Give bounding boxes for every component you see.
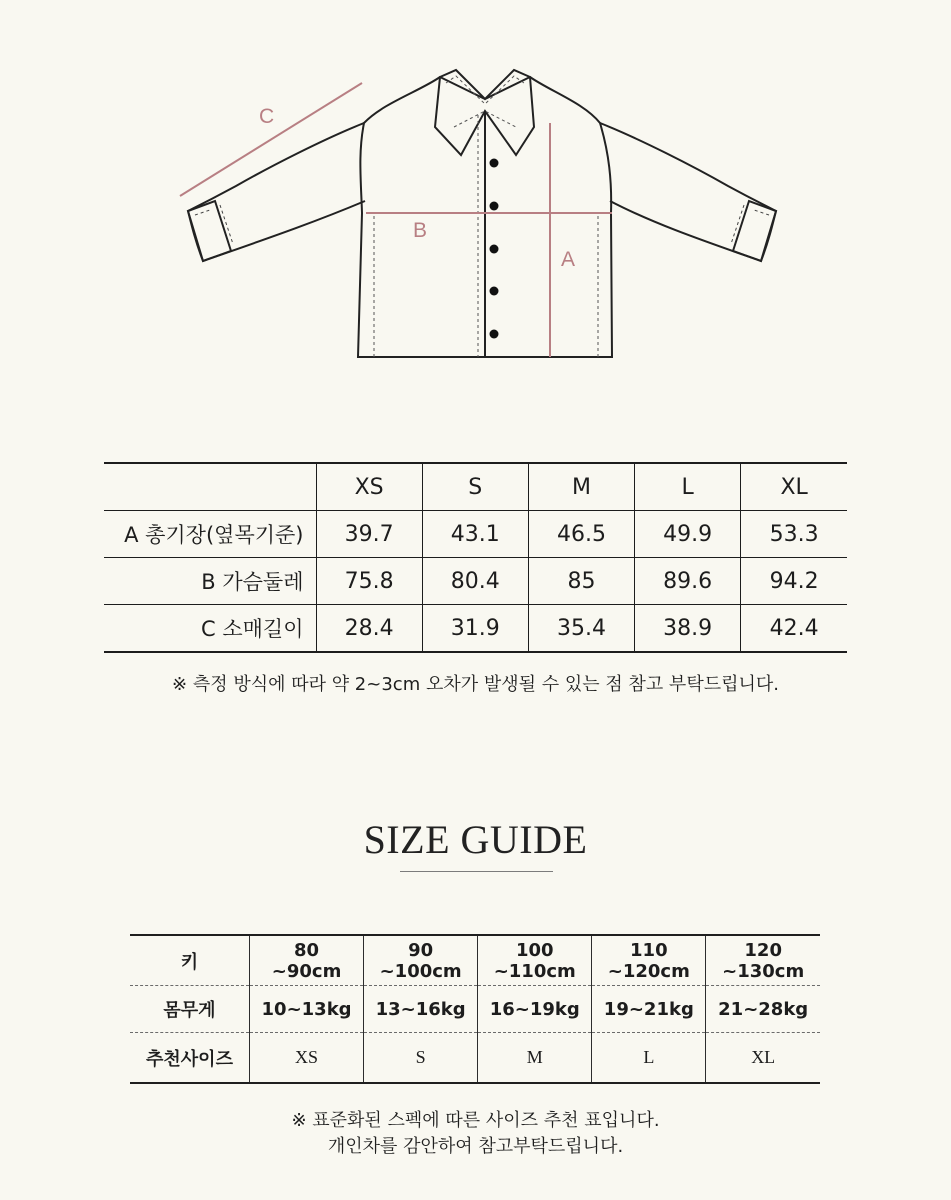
- size-guide-note-line-2: 개인차를 감안하여 참고부탁드립니다.: [327, 1136, 624, 1157]
- measurement-note: ※ 측정 방식에 따라 약 2~3cm 오차가 발생될 수 있는 점 참고 부탁드립니다.: [172, 674, 779, 695]
- measure-c-label: C: [259, 105, 275, 128]
- size-guide-recommended-cell: XL: [706, 1033, 820, 1084]
- measurement-cell: 42.4: [741, 605, 847, 653]
- measurement-cell: 35.4: [528, 605, 634, 653]
- size-guide-height-cell: [478, 935, 592, 986]
- measurement-cell: 85: [528, 558, 634, 605]
- button-2-icon: [490, 202, 499, 211]
- size-guide-weight-row: [130, 986, 820, 1033]
- button-1-icon: [490, 159, 499, 168]
- size-header-xs: XS: [316, 463, 422, 511]
- measurement-cell: 75.8: [316, 558, 422, 605]
- left-cuff-outline: [188, 201, 231, 261]
- left-sleeve-outline: [188, 123, 365, 261]
- size-guide-recommended-label: 추천사이즈: [130, 1033, 250, 1084]
- size-guide-height-cell: [250, 935, 364, 986]
- height-bottom-text: ~120cm: [607, 960, 690, 982]
- size-guide-table: [130, 934, 820, 1084]
- measurement-cell: 89.6: [635, 558, 741, 605]
- size-guide-weight-cell: 10~13kg: [250, 986, 364, 1033]
- measurement-cell: 38.9: [635, 605, 741, 653]
- size-guide-recommended-cell: XS: [250, 1033, 364, 1084]
- height-bottom-text: ~100cm: [379, 960, 462, 982]
- size-guide-note-line-1: ※ 표준화된 스펙에 따른 사이즈 추천 표입니다.: [291, 1110, 660, 1131]
- size-header-xl: XL: [741, 463, 847, 511]
- measurement-cell: 46.5: [528, 511, 634, 558]
- size-guide-title: SIZE GUIDE: [363, 817, 588, 862]
- height-top-text: 90: [408, 939, 434, 961]
- size-guide-divider: [400, 871, 553, 872]
- size-guide-recommended-cell: S: [364, 1033, 478, 1084]
- height-top-text: 80: [294, 939, 320, 961]
- button-3-icon: [490, 245, 499, 254]
- measurement-label-b: B 가슴둘레: [104, 558, 316, 605]
- measurement-label-a: A 총기장(옆목기준): [104, 511, 316, 558]
- height-bottom-text: ~90cm: [271, 960, 342, 982]
- size-header-m: M: [528, 463, 634, 511]
- shirt-illustration: [178, 65, 798, 375]
- measurement-cell: 28.4: [316, 605, 422, 653]
- button-5-icon: [490, 330, 499, 339]
- measurement-cell: 43.1: [422, 511, 528, 558]
- button-4-icon: [490, 287, 499, 296]
- size-guide-height-cell: [592, 935, 706, 986]
- shirt-diagram: [178, 65, 798, 375]
- size-guide-recommended-row: [130, 1033, 820, 1084]
- size-guide-weight-cell: 13~16kg: [364, 986, 478, 1033]
- measurement-row-b: [104, 558, 847, 605]
- measurement-header-row: [104, 463, 847, 511]
- height-top-text: 110: [630, 939, 668, 961]
- size-guide-weight-cell: 19~21kg: [592, 986, 706, 1033]
- size-guide-recommended-cell: L: [592, 1033, 706, 1084]
- right-cuff-outline: [733, 201, 776, 261]
- measurement-cell: 94.2: [741, 558, 847, 605]
- measurement-cell: 53.3: [741, 511, 847, 558]
- size-guide-weight-cell: 21~28kg: [706, 986, 820, 1033]
- size-guide-note: [0, 1108, 951, 1160]
- size-guide-height-label: 키: [130, 935, 250, 986]
- height-top-text: 100: [515, 939, 554, 961]
- size-guide-weight-cell: 16~19kg: [478, 986, 592, 1033]
- size-guide-height-cell: [706, 935, 820, 986]
- measurement-cell: 80.4: [422, 558, 528, 605]
- size-guide-height-row: [130, 935, 820, 986]
- measurement-row-a: [104, 511, 847, 558]
- measurement-cell: 31.9: [422, 605, 528, 653]
- measure-a-label: A: [561, 248, 576, 271]
- size-guide-height-cell: [364, 935, 478, 986]
- height-top-text: 120: [744, 939, 782, 961]
- measurement-label-c: C 소매길이: [104, 605, 316, 653]
- right-sleeve-outline: [600, 123, 776, 261]
- size-header-s: S: [422, 463, 528, 511]
- height-bottom-text: ~130cm: [722, 960, 805, 982]
- measurement-cell: 39.7: [316, 511, 422, 558]
- measure-b-label: B: [413, 219, 428, 242]
- measurement-table: [104, 462, 847, 653]
- size-guide-weight-label: 몸무게: [130, 986, 250, 1033]
- measurement-corner-cell: [104, 463, 316, 511]
- size-header-l: L: [635, 463, 741, 511]
- measurement-cell: 49.9: [635, 511, 741, 558]
- measure-c-line: [180, 83, 362, 196]
- size-guide-recommended-cell: M: [478, 1033, 592, 1084]
- measurement-row-c: [104, 605, 847, 653]
- height-bottom-text: ~110cm: [493, 960, 576, 982]
